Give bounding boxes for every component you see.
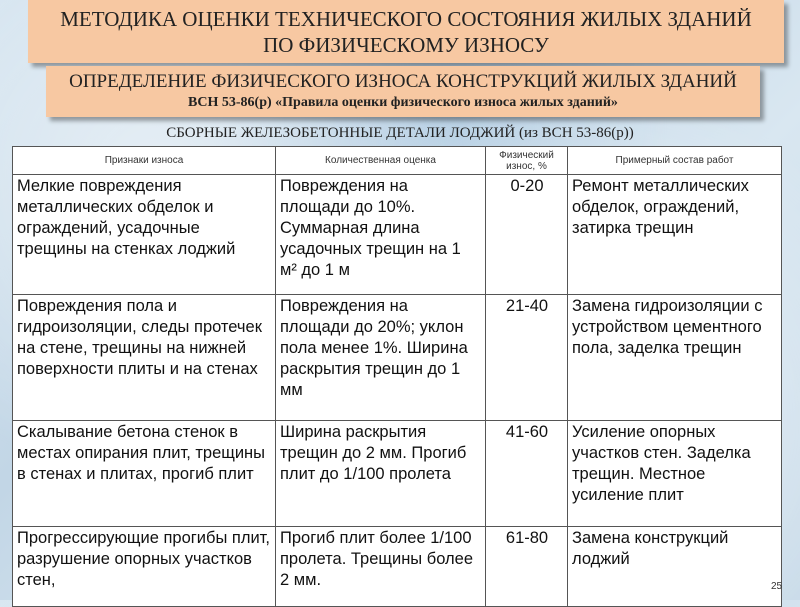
cell-assessment: Повреждения на площади до 20%; уклон пола менее 1%. Ширина раскрытия трещин до 1 мм <box>276 295 486 421</box>
table-row <box>13 175 782 295</box>
table-title: СБОРНЫЕ ЖЕЛЕЗОБЕТОННЫЕ ДЕТАЛИ ЛОДЖИЙ (из ВСН 53-86(р)) <box>166 125 634 141</box>
cell-works: Замена гидроизоляции с устройством цементного пола, заделка трещин <box>568 295 782 421</box>
cell-signs: Скалывание бетона стенок в местах опирания плит, трещины в стенах и плитах, прогиб плит <box>13 421 276 527</box>
cell-works: Усиление опорных участков стен. Заделка трещин. Местное усиление плит <box>568 421 782 527</box>
cell-signs: Мелкие повреждения металлических обделок и ограждений, усадочные трещины на стенках лоджий <box>13 175 276 295</box>
header-wear: Физический износ, % <box>486 147 568 175</box>
subtitle-box <box>46 66 760 117</box>
cell-wear: 61-80 <box>486 527 568 607</box>
cell-assessment: Ширина раскрытия трещин до 2 мм. Прогиб плит до 1/100 пролета <box>276 421 486 527</box>
wear-table <box>12 146 782 607</box>
table-row <box>13 295 782 421</box>
header-signs: Признаки износа <box>13 147 276 175</box>
cell-wear: 0-20 <box>486 175 568 295</box>
subtitle-line2: ВСН 53-86(р) «Правила оценки физического износа жилых зданий» <box>188 94 618 110</box>
slide-title-box <box>28 0 784 63</box>
header-assessment: Количественная оценка <box>276 147 486 175</box>
cell-wear: 21-40 <box>486 295 568 421</box>
table-row <box>13 421 782 527</box>
cell-assessment: Повреждения на площади до 10%. Суммарная длина усадочных трещин на 1 м² до 1 м <box>276 175 486 295</box>
page-number: 25 <box>771 581 783 592</box>
subtitle-line1: ОПРЕДЕЛЕНИЕ ФИЗИЧЕСКОГО ИЗНОСА КОНСТРУКЦИЙ ЖИЛЫХ ЗДАНИЙ <box>69 70 737 92</box>
cell-works: Замена конструкций лоджий <box>568 527 782 607</box>
header-works: Примерный состав работ <box>568 147 782 175</box>
cell-signs: Прогрессирующие прогибы плит, разрушение опорных участков стен, <box>13 527 276 607</box>
cell-signs: Повреждения пола и гидроизоляции, следы протечек на стене, трещины на нижней поверхности плиты и на стенах <box>13 295 276 421</box>
cell-works: Ремонт металлических обделок, ограждений, затирка трещин <box>568 175 782 295</box>
table-header-row <box>13 147 782 175</box>
cell-assessment: Прогиб плит более 1/100 пролета. Трещины более 2 мм. <box>276 527 486 607</box>
cell-wear: 41-60 <box>486 421 568 527</box>
slide-title-line2: ПО ФИЗИЧЕСКОМУ ИЗНОСУ <box>263 32 549 57</box>
table-row <box>13 527 782 607</box>
slide-title-line1: МЕТОДИКА ОЦЕНКИ ТЕХНИЧЕСКОГО СОСТОЯНИЯ ЖИЛЫХ ЗДАНИЙ <box>60 6 752 31</box>
